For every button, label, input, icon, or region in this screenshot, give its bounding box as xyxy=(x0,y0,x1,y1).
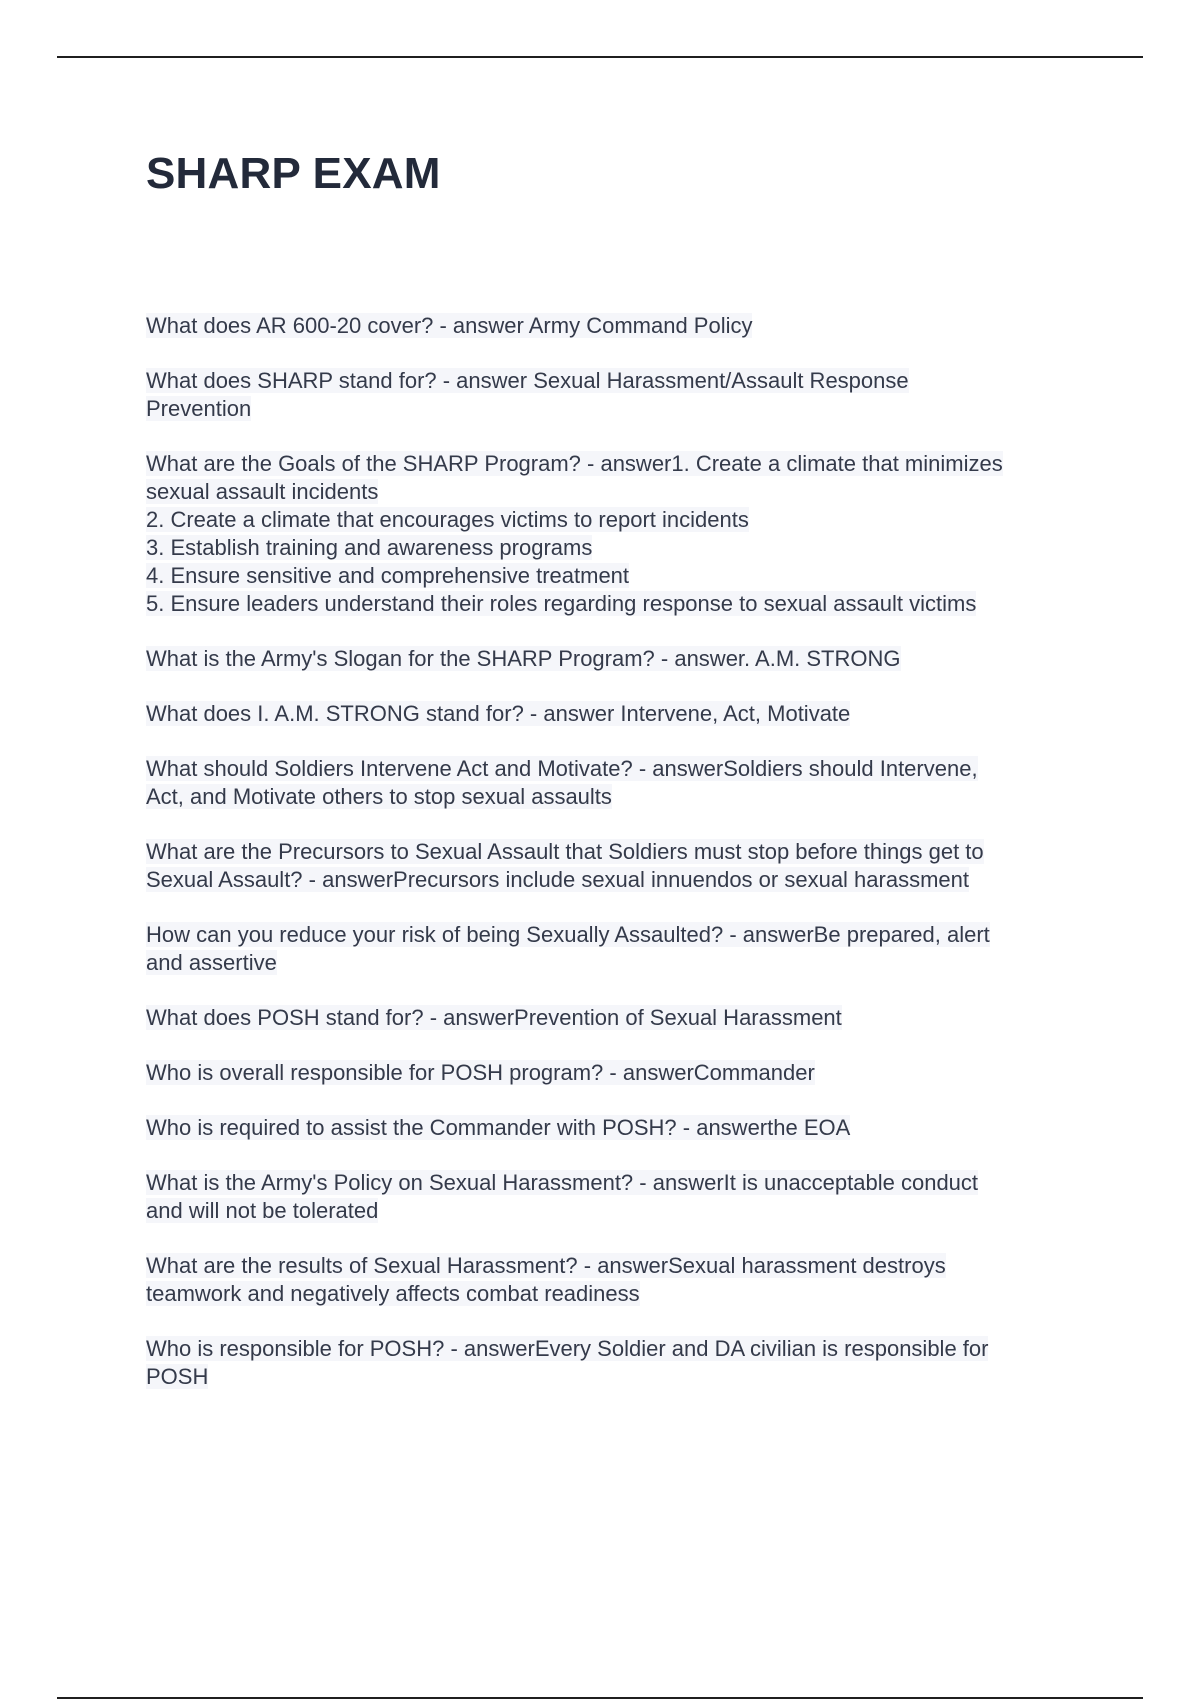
qa-text: Who is responsible for POSH? - answerEvery Soldier and DA civilian is responsible for POSH xyxy=(146,1336,989,1389)
qa-item xyxy=(146,1335,1091,1391)
qa-item xyxy=(146,1169,1091,1225)
qa-text: What is the Army's Slogan for the SHARP Program? - answer. A.M. STRONG xyxy=(146,646,901,671)
qa-item xyxy=(146,645,1091,673)
qa-text: What are the results of Sexual Harassment? - answerSexual harassment destroys teamwork and negatively affects combat readiness xyxy=(146,1253,946,1306)
qa-text: What should Soldiers Intervene Act and Motivate? - answerSoldiers should Intervene, Act, and Motivate others to stop sexual assaults xyxy=(146,756,978,809)
qa-item xyxy=(146,367,1091,423)
qa-text: What are the Precursors to Sexual Assault that Soldiers must stop before things get to Sexual Assault? - answerPrecursors include sexual innuendos or sexual harassment xyxy=(146,839,984,892)
qa-item xyxy=(146,700,1091,728)
qa-item xyxy=(146,450,1091,618)
qa-text: What are the Goals of the SHARP Program? - answer1. Create a climate that minimizes sexual assault incidents 2. Create a climate that encourages victims to report incidents 3. Establish training and awareness programs 4. Ensure sensitive and comprehensive treatment 5. Ensure leaders understand their roles regarding response to sexual assault victims xyxy=(146,451,1003,616)
qa-list xyxy=(146,312,1091,1418)
qa-item xyxy=(146,921,1091,977)
bottom-rule xyxy=(57,1697,1143,1699)
qa-text: Who is required to assist the Commander with POSH? - answerthe EOA xyxy=(146,1115,851,1140)
qa-text: Who is overall responsible for POSH program? - answerCommander xyxy=(146,1060,815,1085)
qa-item xyxy=(146,1114,1091,1142)
qa-text: What does POSH stand for? - answerPrevention of Sexual Harassment xyxy=(146,1005,842,1030)
qa-text: What does SHARP stand for? - answer Sexual Harassment/Assault Response Prevention xyxy=(146,368,909,421)
qa-text: What does I. A.M. STRONG stand for? - answer Intervene, Act, Motivate xyxy=(146,701,851,726)
qa-text: How can you reduce your risk of being Sexually Assaulted? - answerBe prepared, alert and assertive xyxy=(146,922,990,975)
qa-item xyxy=(146,312,1091,340)
qa-item xyxy=(146,1252,1091,1308)
qa-item xyxy=(146,1004,1091,1032)
qa-item xyxy=(146,838,1091,894)
qa-text: What does AR 600-20 cover? - answer Army Command Policy xyxy=(146,313,753,338)
qa-text: What is the Army's Policy on Sexual Harassment? - answerIt is unacceptable conduct and will not be tolerated xyxy=(146,1170,979,1223)
page-title: SHARP EXAM xyxy=(146,149,441,198)
qa-item xyxy=(146,1059,1091,1087)
qa-item xyxy=(146,755,1091,811)
top-rule xyxy=(57,56,1143,58)
